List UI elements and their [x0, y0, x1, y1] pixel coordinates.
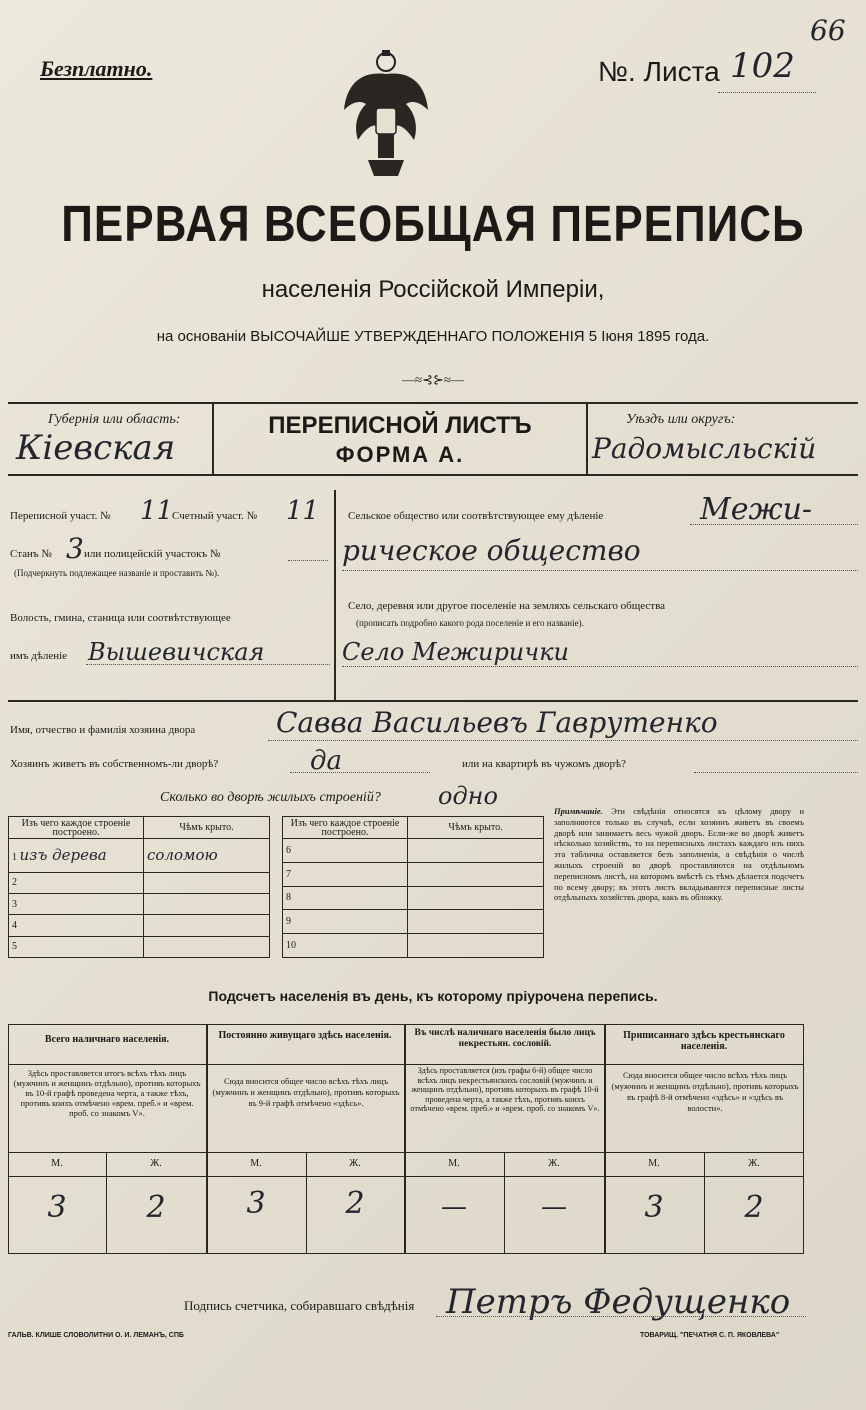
tally-col-desc: Сюда вносится общее число всѣхъ тѣхъ лицъ (мужчинъ и женщинъ отдѣльно), противъ которыхъ въ графѣ 8-й отмѣчено «здѣсь» и «здѣсь въ волости».	[611, 1070, 799, 1113]
col-material-header: Изъ чего каждое строеніе построено.	[283, 817, 408, 839]
tally-col-title: Постоянно живущаго здѣсь населенія.	[218, 1030, 392, 1041]
owner-name-value: Савва Васильевъ Гаврутенко	[276, 706, 718, 739]
form-title-line1: ПЕРЕПИСНОЙ ЛИСТЪ	[268, 412, 532, 439]
f-label: Ж.	[150, 1158, 162, 1169]
col-roof-header: Чѣмъ крыто.	[408, 817, 544, 839]
society-value-2: рическое общество	[342, 534, 641, 567]
stan-label: Станъ №	[10, 548, 52, 560]
tally-m-value: 3	[644, 1190, 664, 1225]
tally-m-value: —	[441, 1192, 467, 1222]
sheet-number: 102	[730, 46, 795, 86]
basis-line: на основаніи ВЫСОЧАЙШЕ УТВЕРЖДЕННАГО ПОЛОЖЕНІЯ 5 Іюня 1895 года.	[156, 328, 710, 345]
row-material: изъ дерева	[19, 846, 107, 865]
f-label: Ж.	[548, 1158, 560, 1169]
corner-number: 66	[810, 14, 846, 47]
district-label: Уѣздъ или округъ:	[626, 412, 736, 427]
row-num: 1	[12, 852, 17, 864]
census-district-label: Переписной участ. №	[10, 510, 111, 522]
signature-value: Петръ Федущенко	[446, 1282, 791, 1322]
f-label: Ж.	[349, 1158, 361, 1169]
volost-value: Вышевичская	[88, 638, 265, 666]
tally-col-desc: Здѣсь проставляется итогъ всѣхъ тѣхъ лицъ (мужчинъ и женщинъ отдѣльно), противъ которыхъ въ 10-й графѣ проведена черта, а также тѣхъ, противъ коихъ отмѣчено «врем. преб.» и «врем. проб. со знакомъ V».	[13, 1068, 201, 1118]
printer-left: ГАЛЬВ. КЛИШЕ СЛОВОЛИТНИ О. И. ЛЕМАНЪ, СПБ	[8, 1332, 184, 1339]
imperial-eagle-icon	[338, 48, 434, 188]
free-label: Безплатно.	[40, 56, 153, 81]
row-roof: соломою	[147, 846, 218, 865]
village-value: Село Межирички	[342, 638, 569, 666]
row-num: 4	[9, 915, 144, 936]
buildings-value: одно	[438, 782, 498, 810]
owner-name-label: Имя, отчество и фамилія хозяина двора	[10, 724, 196, 736]
row-num: 7	[283, 862, 408, 886]
tally-f-value: —	[541, 1192, 567, 1222]
counting-district-value: 11	[286, 496, 320, 526]
tally-col-desc: Здѣсь проставляется (изъ графы 6-й) общее число всѣхъ лицъ некрестьянскихъ сословій (мужчинъ и женщинъ отдѣльно), противъ которыхъ въ графѣ 10-й проведена черта, а также тѣхъ, противъ коихъ отмѣчено «врем. преб.» и «врем. проб. со знакомъ V».	[410, 1066, 600, 1114]
buildings-table-left	[8, 816, 270, 958]
row-num: 9	[283, 910, 408, 934]
tally-f-value: 2	[146, 1190, 166, 1225]
society-label: Сельское общество или соотвѣтствующее ему дѣленіе	[348, 510, 604, 522]
tally-f-value: 2	[345, 1186, 365, 1221]
police-label: или полицейскій участокъ №	[84, 548, 221, 560]
tally-col-desc: Сюда вносится общее число всѣхъ тѣхъ лицъ (мужчинъ и женщинъ отдѣльно), противъ которыхъ въ 9-й графѣ отмѣчено «здѣсь».	[212, 1076, 400, 1108]
tally-m-value: 3	[246, 1186, 266, 1221]
row-num: 8	[283, 886, 408, 910]
counting-district-label: Счетный участ. №	[172, 510, 258, 522]
row-num: 6	[283, 839, 408, 863]
tally-col-title: Приписаннаго здѣсь крестьянскаго населенія.	[623, 1030, 785, 1052]
buildings-table-right	[282, 816, 544, 958]
page-subtitle: населенія Россійской Имперіи,	[261, 276, 605, 303]
tally-col-title: Всего наличнаго населенія.	[44, 1034, 170, 1045]
m-label: М.	[250, 1158, 262, 1169]
census-district-value: 11	[140, 496, 174, 526]
buildings-label: Сколько во дворѣ жилыхъ строеній?	[160, 790, 381, 805]
page-title: ПЕРВАЯ ВСЕОБЩАЯ ПЕРЕПИСЬ	[61, 196, 805, 253]
owner-lives-label: Хозяинъ живетъ въ собственномъ-ли дворѣ?	[10, 758, 219, 770]
tally-m-value: 3	[47, 1190, 67, 1225]
note-text: Эти свѣдѣнія относятся къ цѣлому двору и заполняются только въ случаѣ, если хозяинъ живетъ въ своемъ дворѣ или занимаетъ весь чужой дворъ. Если-же во дворѣ живетъ нѣсколько хозяйствъ, то на переписныхъ листахъ каждаго изъ нихъ эта табличка оставляется безъ заполненія, а свѣдѣнія о числѣ жилыхъ строеній во дворѣ проставляются на отдѣльномъ переписномъ листѣ, на которомъ вмѣстѣ съ тѣмъ дѣлается подсчетъ по всему двору; въ этотъ листъ вкладываются переписные листы отдѣльныхъ хозяйствъ двора, какъ въ обложку.	[554, 806, 805, 903]
signature-label: Подпись счетчика, собиравшаго свѣдѣнія	[184, 1298, 415, 1313]
row-num: 10	[283, 934, 408, 958]
row-num: 2	[9, 872, 144, 893]
tally-f-value: 2	[744, 1190, 764, 1225]
note-block	[554, 806, 804, 903]
district-value: Радомысльскій	[592, 432, 817, 465]
stan-value: 3	[66, 532, 84, 565]
tally-col-title: Въ числѣ наличнаго населенія было лицъ некрестьян. сословій.	[414, 1028, 596, 1049]
sheet-label: №. Листа	[598, 56, 720, 87]
m-label: М.	[51, 1158, 63, 1169]
col-material-header: Изъ чего каждое строеніе построено.	[9, 817, 144, 839]
society-value-1: Межи-	[700, 492, 813, 527]
tally-heading: Подсчетъ населенія въ день, къ которому пріурочена перепись.	[208, 988, 658, 1004]
apartment-label: или на квартирѣ въ чужомъ дворѣ?	[462, 758, 626, 770]
volost-label-2: имъ дѣленіе	[10, 650, 68, 662]
row-num: 5	[9, 936, 144, 957]
village-note: (прописать подробно какого рода поселеніе и его названіе).	[356, 618, 584, 628]
province-value: Кіевская	[16, 428, 176, 468]
form-title-line2: ФОРМА А.	[335, 442, 465, 467]
note-title: Примѣчаніе.	[554, 806, 603, 816]
m-label: М.	[448, 1158, 460, 1169]
ornament: —≈⊰⊱≈—	[401, 372, 465, 387]
col-roof-header: Чѣмъ крыто.	[144, 817, 270, 839]
province-label: Губернія или область:	[48, 412, 181, 427]
f-label: Ж.	[748, 1158, 760, 1169]
m-label: М.	[648, 1158, 660, 1169]
row-num: 3	[9, 894, 144, 915]
village-label: Село, деревня или другое поселеніе на земляхъ сельскаго общества	[348, 600, 666, 612]
printer-right: ТОВАРИЩ. "ПЕЧАТНЯ С. П. ЯКОВЛЕВА"	[640, 1332, 780, 1339]
underline-note: (Подчеркнуть подлежащее названіе и проставить №).	[14, 568, 220, 578]
volost-label-1: Волость, гмина, станица или соотвѣтствующее	[10, 612, 231, 624]
owner-lives-value: да	[310, 746, 342, 776]
